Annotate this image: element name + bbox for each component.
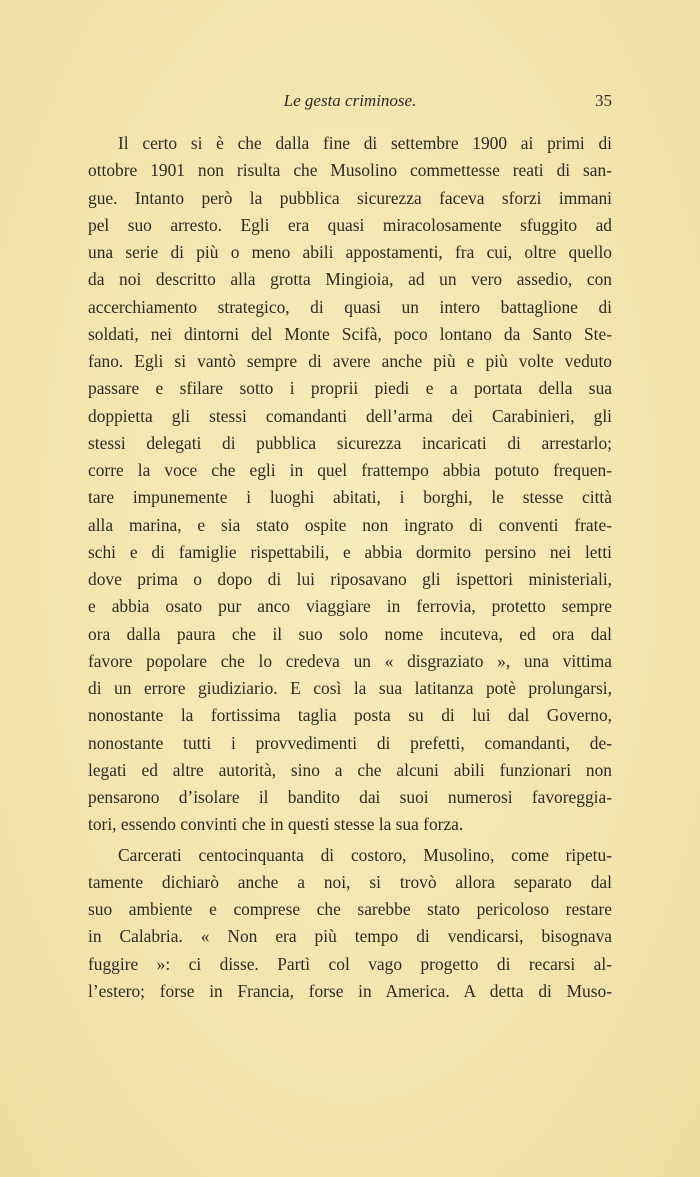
text-line: in Calabria. « Non era più tempo di vendicarsi, bisognava (88, 926, 612, 947)
text-line: corre la voce che egli in quel frattempo abbia potuto frequen- (88, 460, 612, 480)
text-line: fano. Egli si vantò sempre di avere anche più e più volte veduto (88, 351, 612, 371)
text-line: di un errore giudiziario. E così la sua latitanza potè prolungarsi, (88, 678, 612, 698)
text-line: tare impunemente i luoghi abitati, i borghi, le stesse città (88, 487, 612, 508)
text-line: tamente dichiarò anche a noi, si trovò allora separato dal (88, 871, 612, 892)
paragraph (88, 130, 612, 839)
text-line: favore popolare che lo credeva un « disgraziato », una vittima (88, 650, 612, 671)
text-line: passare e sfilare sotto i proprii piedi e a portata della sua (88, 378, 612, 399)
page-number: 35 (595, 91, 612, 110)
text-line: legati ed altre autorità, sino a che alcuni abili funzionari non (88, 759, 612, 780)
text-line: l’estero; forse in Francia, forse in America. A detta di Muso- (88, 980, 612, 1001)
text-line: suo ambiente e comprese che sarebbe stato pericoloso restare (88, 899, 612, 919)
text-line: dove prima o dopo di lui riposavano gli ispettori ministeriali, (88, 569, 612, 589)
text-line: e abbia osato pur anco viaggiare in ferrovia, protetto sempre (88, 596, 612, 617)
text-line: pel suo arresto. Egli era quasi miracolosamente sfuggito ad (88, 214, 612, 235)
text-line: soldati, nei dintorni del Monte Scifà, poco lontano da Santo Ste- (88, 323, 612, 344)
text-line: fuggire »: ci disse. Partì col vago progetto di recarsi al- (88, 953, 612, 974)
page-header (88, 91, 612, 115)
text-line: stessi delegati di pubblica sicurezza incaricati di arrestarlo; (88, 432, 612, 453)
text-line: tori, essendo convinti che in questi stesse la sua forza. (88, 814, 464, 835)
running-title: Le gesta criminose. (283, 91, 417, 110)
text-line: Carcerati centocinquanta di costoro, Musolino, come ripetu- (118, 844, 612, 865)
text-line: ottobre 1901 non risulta che Musolino commettesse reati di san- (88, 160, 612, 181)
text-line: ora dalla paura che il suo solo nome incuteva, ed ora dal (88, 623, 612, 644)
text-line: nonostante la fortissima taglia posta su di lui dal Governo, (88, 705, 612, 726)
text-line: nonostante tutti i provvedimenti di prefetti, comandanti, de- (88, 732, 612, 753)
text-line: una serie di più o meno abili appostamenti, fra cui, oltre quello (88, 242, 612, 262)
body-text (88, 130, 612, 1005)
text-line: doppietta gli stessi comandanti dell’arma dei Carabinieri, gli (88, 405, 612, 426)
text-line: gue. Intanto però la pubblica sicurezza faceva sforzi immani (88, 187, 612, 208)
text-line: schi e di famiglie rispettabili, e abbia dormito persino nei letti (88, 541, 612, 562)
text-line: accerchiamento strategico, di quasi un intero battaglione di (88, 296, 612, 317)
text-line: Il certo si è che dalla fine di settembre 1900 ai primi di (118, 133, 612, 153)
text-line: da noi descritto alla grotta Mingioia, ad un vero assedio, con (88, 269, 612, 290)
paragraph (88, 842, 612, 1006)
text-line: alla marina, e sia stato ospite non ingrato di conventi frate- (88, 514, 612, 535)
text-line: pensarono d’isolare il bandito dai suoi numerosi favoreggia- (88, 787, 612, 807)
